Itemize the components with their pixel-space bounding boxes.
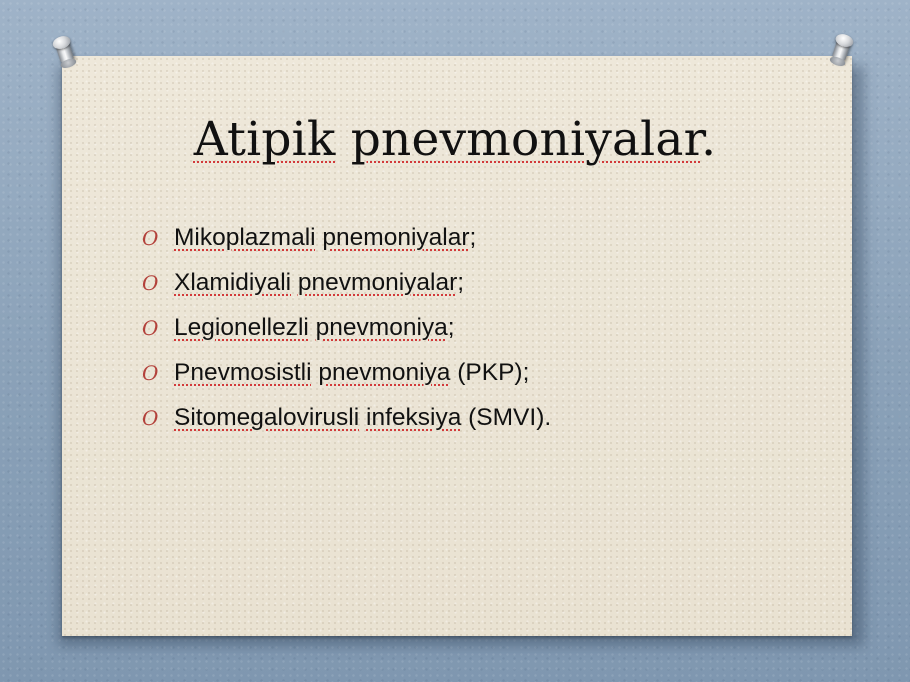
bullet-term: pnemoniyalar bbox=[322, 224, 470, 251]
bullet-marker-icon: O bbox=[142, 316, 159, 340]
bullet-tail: (SMVI). bbox=[461, 404, 552, 431]
bullet-marker-icon: O bbox=[142, 406, 159, 430]
title-word: Atipik bbox=[193, 112, 336, 167]
bullet-marker-icon: O bbox=[142, 226, 159, 250]
bullet-term: pnevmoniyalar bbox=[297, 269, 458, 296]
title-punctuation: . bbox=[701, 112, 717, 167]
bullet-tail: (PKP); bbox=[450, 359, 530, 386]
bullet-marker-icon: O bbox=[142, 271, 159, 295]
bullet-term: Xlamidiyali bbox=[174, 269, 292, 296]
bullet-term: pnevmoniya bbox=[318, 359, 451, 386]
bullet-term: pnevmoniya bbox=[315, 314, 448, 341]
pushpin-right-icon bbox=[825, 31, 856, 70]
bullet-space bbox=[309, 314, 316, 341]
bullet-tail: ; bbox=[457, 269, 465, 296]
bullet-tail: ; bbox=[447, 314, 455, 341]
bullet-list bbox=[140, 218, 551, 443]
bullet-term: Mikoplazmali bbox=[174, 224, 316, 251]
bullet-term: infeksiya bbox=[366, 404, 462, 431]
bullet-space bbox=[291, 269, 298, 296]
bullet-space bbox=[359, 404, 366, 431]
list-item bbox=[140, 353, 551, 398]
list-item bbox=[140, 308, 551, 353]
bullet-tail: ; bbox=[469, 224, 477, 251]
bullet-marker-icon: O bbox=[142, 361, 159, 385]
bullet-term: Sitomegalovirusli bbox=[174, 404, 360, 431]
pushpin-left-icon bbox=[49, 33, 80, 72]
bullet-term: Pnevmosistli bbox=[174, 359, 312, 386]
list-item bbox=[140, 263, 551, 308]
bullet-term: Legionellezli bbox=[174, 314, 309, 341]
title-word: pnevmoniyalar bbox=[350, 112, 702, 167]
list-item bbox=[140, 218, 551, 263]
list-item bbox=[140, 398, 551, 443]
slide-title bbox=[0, 112, 910, 167]
